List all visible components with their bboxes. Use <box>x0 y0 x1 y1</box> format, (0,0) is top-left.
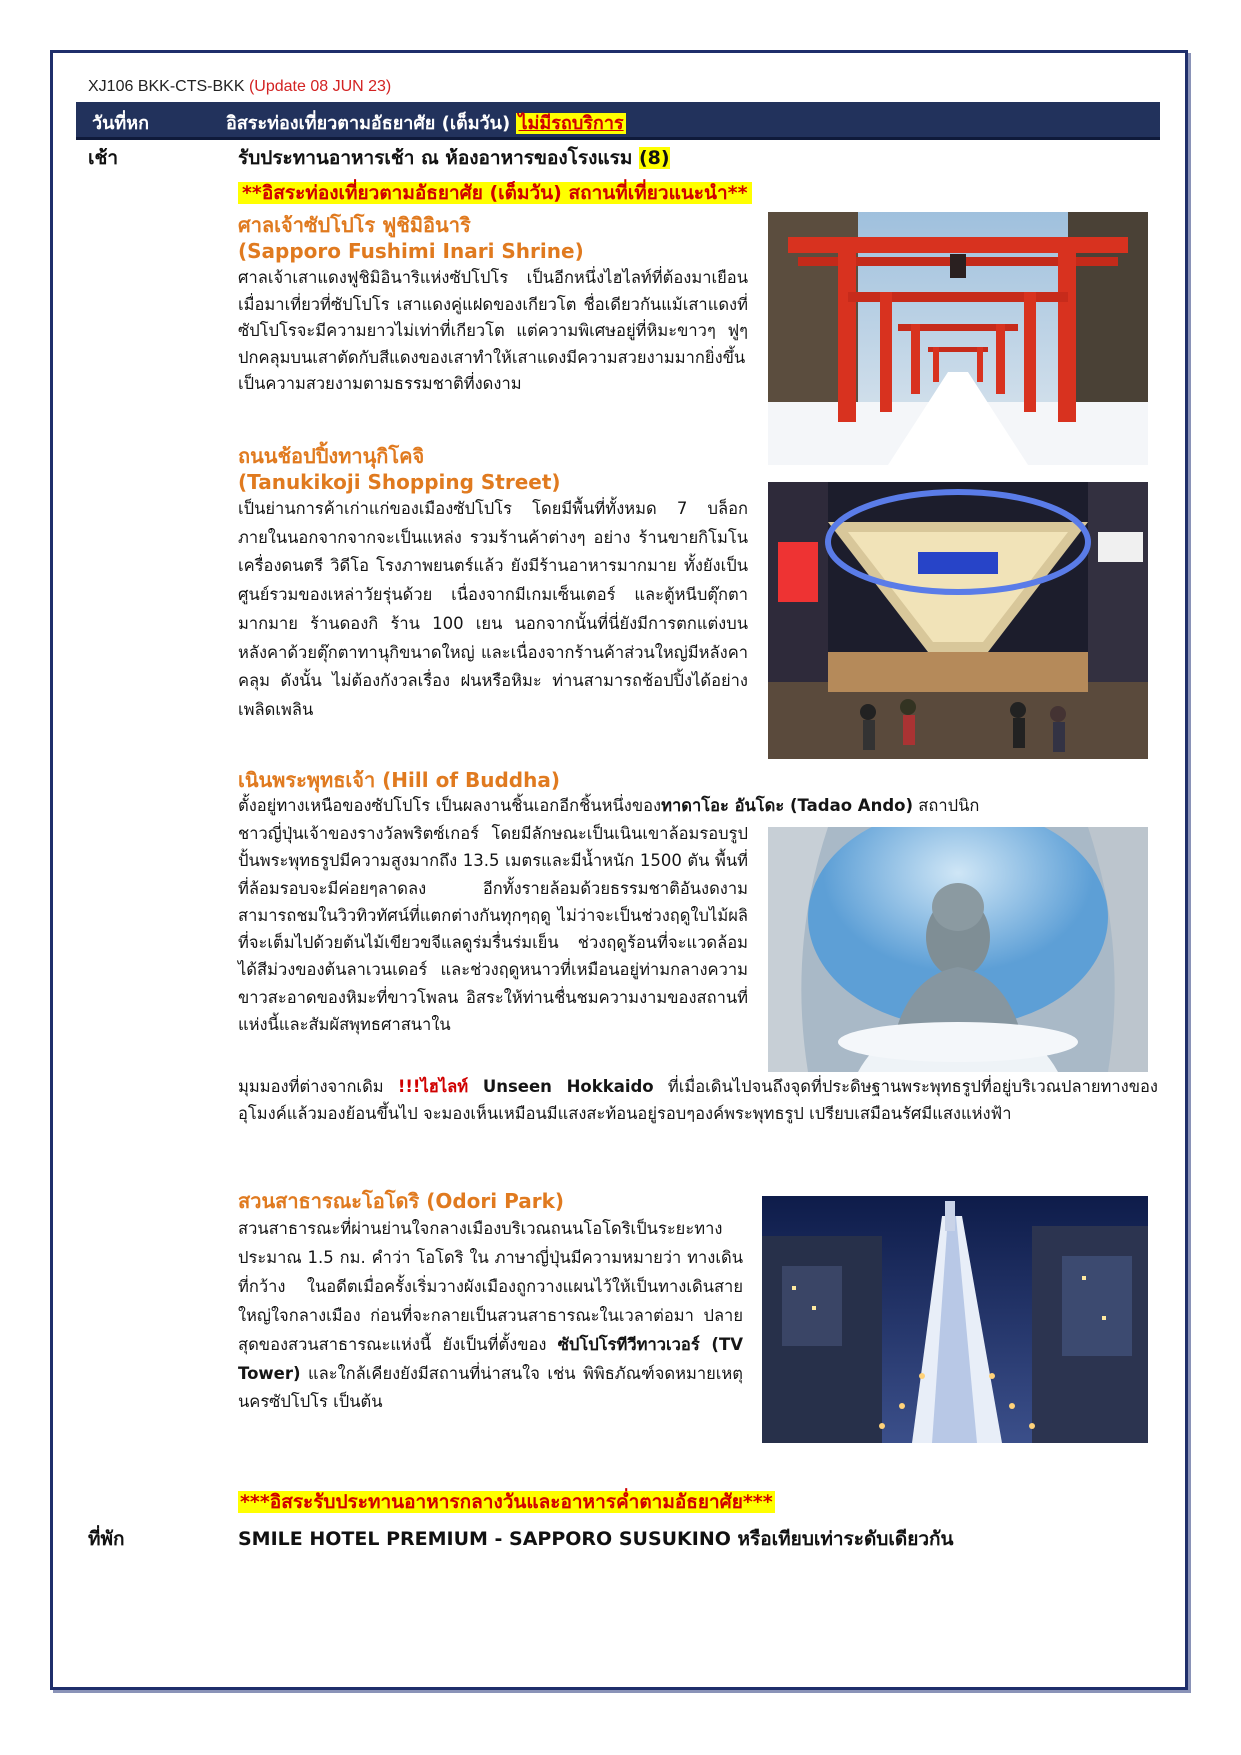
day-title <box>226 108 626 137</box>
tour-code: XJ106 BKK-CTS-BKK <box>88 78 245 95</box>
hill-of-buddha-image <box>768 827 1148 1072</box>
place1-title-en: (Sapporo Fushimi Inari Shrine) <box>238 239 584 263</box>
tadao-ando-name: ทาดาโอะ อันโดะ (Tadao Ando) <box>661 796 914 815</box>
day-header-band <box>76 102 1160 140</box>
place2-title-en: (Tanukikoji Shopping Street) <box>238 470 561 494</box>
place1-description: ศาลเจ้าเสาแดงฟูชิมิอินาริแห่งซัปโปโร เป็นอีกหนึ่งไฮไลท์ที่ต้องมาเยือนเมื่อมาเที่ยวที่ซัปโปโร เสาแดงคู่แฝดของเกียวโต ชื่อเดียวกันแม้เสาแดงที่ซัปโปโรจะมีความยาวไม่เท่าที่เกียวโต แต่ความพิเศษอยู่ที่หิมะขาวๆ ฟูๆ ปกคลุมบนเสาตัดกับสีแดงของเสาทำให้เสาแดงมีความสวยงามมากยิ่งขึ้น เป็นความสวยงามตามธรรมชาติที่งดงาม <box>238 268 748 393</box>
morning-label: เช้า <box>88 147 119 169</box>
unseen-hokkaido: Unseen Hokkaido <box>468 1077 654 1096</box>
breakfast-text: รับประทานอาหารเช้า ณ ห้องอาหารของโรงแรม <box>238 147 633 169</box>
day-title-text: อิสระท่องเที่ยวตามอัธยาศัย (เต็มวัน) <box>226 113 511 134</box>
day-label: วันที่หก <box>92 113 150 134</box>
fushimi-inari-shrine-image <box>768 212 1148 465</box>
place3-line1-tail: สถาปนิก <box>913 796 980 815</box>
tour-code-header <box>88 78 391 96</box>
breakfast-line <box>238 143 670 173</box>
place3-tail-text: มุมมองที่ต่างจากเดิม <box>238 1077 398 1096</box>
place1-title-th: ศาลเจ้าซัปโปโร ฟูชิมิอินาริ <box>238 213 471 237</box>
place3-first-line <box>238 793 1158 820</box>
place3-title: เนินพระพุทธเจ้า (Hill of Buddha) <box>238 768 560 792</box>
hotel-name: SMILE HOTEL PREMIUM - SAPPORO SUSUKINO <box>238 1528 731 1550</box>
recommend-banner <box>238 178 752 208</box>
place3-tail-rest: ที่เมื่อเดินไปจนถึงจุดที่ประดิษฐานพระพุทธรูปที่อยู่บริเวณปลายทางของอุโมงค์แล้วมองย้อนขึ้นไป จะมองเห็นเหมือนมีแสงสะท้อนอยู่รอบๆองค์พระพุทธรูป เปรียบเสมือนรัศมีแสงแห่งฟ้า <box>238 1077 1158 1123</box>
tanukikoji-street-image <box>768 482 1148 759</box>
place2-title-th: ถนนช้อปปิ้งทานุกิโคจิ <box>238 444 425 468</box>
place4-desc-tail: และใกล้เคียงยังมีสถานที่น่าสนใจ เช่น พิพิธภัณฑ์จดหมายเหตุนครซัปโปโร เป็นต้น <box>238 1363 743 1412</box>
meal-number: (8) <box>638 147 670 169</box>
hotel-label: ที่พัก <box>88 1528 125 1550</box>
hotel-suffix: หรือเทียบเท่าระดับเดียวกัน <box>730 1528 954 1550</box>
meal-note <box>238 1487 775 1517</box>
no-service-badge: ไม่มีรถบริการ <box>518 113 624 134</box>
odori-park-image <box>762 1196 1148 1443</box>
place2-description: เป็นย่านการค้าเก่าแก่ของเมืองซัปโปโร โดยมีพื้นที่ทั้งหมด 7 บล็อก ภายในนอกจากจากจะเป็นแหล่ง รวมร้านค้าต่างๆ อย่าง ร้านขายกิโมโน เครื่องดนตรี วิดีโอ โรงภาพยนตร์แล้ว ยังมีร้านอาหารมากมาย ทั้งยังเป็นศูนย์รวมของเหล่าวัยรุ่นด้วย เนื่องจากมีเกมเซ็นเตอร์ และตู้หนีบตุ๊กตามากมาย ร้านดองกิ ร้าน 100 เยน นอกจากนั้นที่นี่ยังมีการตกแต่งบนหลังคาด้วยตุ๊กตาทานุกิขนาดใหญ่ และเนื่องจากร้านค้าส่วนใหญ่มีหลังคาคลุม ดังนั้น ไม่ต้องกังวลเรื่อง ฝนหรือหิมะ ท่านสามารถช้อปปิ้งได้อย่างเพลิดเพลิน <box>238 499 748 719</box>
tv-tower-name: ซัปโปโรทีวีทาวเวอร์ (TV Tower) <box>238 1334 743 1383</box>
place3-line1-text: ตั้งอยู่ทางเหนือของซัปโปโร เป็นผลงานชิ้นเอกอีกชิ้นหนึ่งของ <box>238 796 662 815</box>
hotel-line <box>238 1524 954 1554</box>
update-date: (Update 08 JUN 23) <box>248 78 392 95</box>
place3-tail <box>238 1074 1158 1127</box>
place4-description <box>238 1215 743 1417</box>
place4-desc-text: สวนสาธารณะที่ผ่านย่านใจกลางเมืองบริเวณถนนโอโดริเป็นระยะทางประมาณ 1.5 กม. คำว่า โอโดริ ใน ภาษาญี่ปุ่นมีความหมายว่า ทางเดินที่กว้าง ในอดีตเมื่อครั้งเริ่มวางผังเมืองถูกวางแผนไว้ให้เป็นทางเดินสายใหญ่ใจกลางเมือง ก่อนที่จะกลายเป็นสวนสาธารณะในเวลาต่อมา ปลายสุดของสวนสาธารณะแห่งนี้ ยังเป็นที่ตั้งของ <box>238 1219 743 1354</box>
recommend-banner-text: **อิสระท่องเที่ยวตามอัธยาศัย (เต็มวัน) สถานที่เที่ยวแนะนำ** <box>238 182 752 204</box>
meal-note-text: ***อิสระรับประทานอาหารกลางวันและอาหารค่ำตามอัธยาศัย*** <box>240 1491 773 1513</box>
highlight-mark: !!!ไฮไลท์ <box>397 1077 469 1096</box>
place4-title: สวนสาธารณะโอโดริ (Odori Park) <box>238 1189 565 1213</box>
place3-description: ชาวญี่ปุ่นเจ้าของรางวัลพริตซ์เกอร์ โดยมีลักษณะเป็นเนินเขาล้อมรอบรูปปั้นพระพุทธรูปมีความสูงมากถึง 13.5 เมตรและมีน้ำหนัก 1500 ตัน พื้นที่ที่ล้อมรอบจะมีค่อยๆลาดลง อีกทั้งรายล้อมด้วยธรรมชาติอันงดงาม สามารถชมในวิวทิวทัศน์ที่แตกต่างกันทุกๆฤดู ไม่ว่าจะเป็นช่วงฤดูใบไม้ผลิที่จะเต็มไปด้วยต้นไม้เขียวขจีแลดูร่มรื่นร่มเย็น ช่วงฤดูร้อนที่จะแวดล้อมได้สีม่วงของต้นลาเวนเดอร์ และช่วงฤดูหนาวที่เหมือนอยู่ท่ามกลางความขาวสะอาดของหิมะที่ขาวโพลน อิสระให้ท่านชื่นชมความงามของสถานที่แห่งนี้และสัมผัสพุทธศาสนาใน <box>238 824 748 1035</box>
